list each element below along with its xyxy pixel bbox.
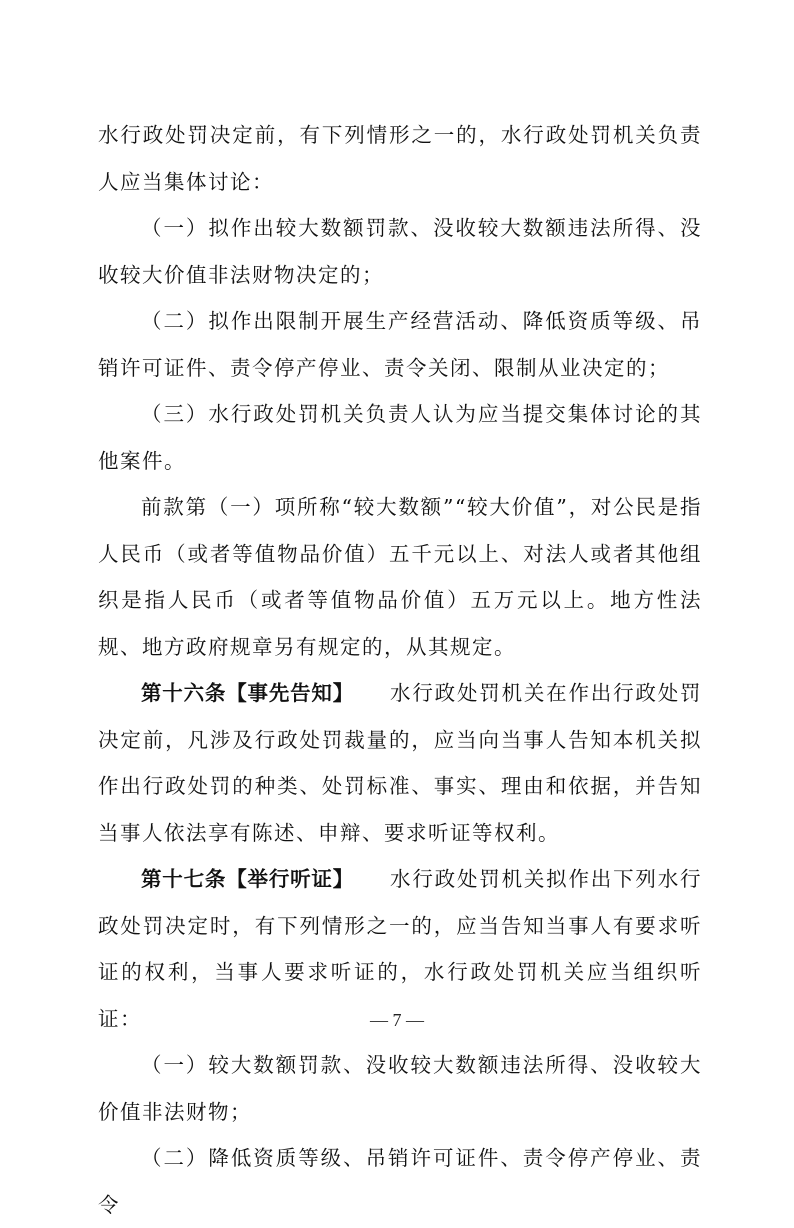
paragraph-item-2-hearing: [98, 1135, 702, 1228]
paragraph-text: （三）水行政处罚机关负责人认为应当提交集体讨论的其他案件。: [98, 402, 702, 473]
paragraph-item-1: [98, 205, 702, 298]
paragraph-intro: [98, 112, 702, 205]
page-number: — 7 —: [370, 1010, 424, 1030]
article-16-text: 水行政处罚机关在作出行政处罚决定前，凡涉及行政处罚裁量的，应当向当事人告知本机关拟作出行政处罚的种类、处罚标准、事实、理由和依据，并告知当事人依法享有陈述、申辩、要求听证等权利。: [98, 681, 703, 845]
paragraph-text: （二）拟作出限制开展生产经营活动、降低资质等级、吊销许可证件、责令停产停业、责令关闭、限制从业决定的；: [98, 309, 702, 380]
article-16-heading: 第十六条【事先告知】: [141, 681, 355, 705]
paragraph-text: （一）较大数额罚款、没收较大数额违法所得、没收较大价值非法财物；: [98, 1053, 702, 1124]
paragraph-item-3: [98, 391, 702, 484]
article-17-heading: 第十七条【举行听证】: [141, 867, 355, 891]
paragraph-item-2: [98, 298, 702, 391]
article-17-text: 水行政处罚机关拟作出下列水行政处罚决定时，有下列情形之一的，应当告知当事人有要求听证的权利，当事人要求听证的，水行政处罚机关应当组织听证：: [98, 867, 703, 1031]
paragraph-item-1-hearing: [98, 1042, 702, 1135]
paragraph-text: 水行政处罚决定前，有下列情形之一的，水行政处罚机关负责人应当集体讨论：: [98, 123, 702, 194]
article-16: [98, 670, 702, 856]
document-body: [98, 112, 702, 1228]
paragraph-text: 前款第（一）项所称“较大数额”“较大价值”，对公民是指人民币（或者等值物品价值）五千元以上、对法人或者其他组织是指人民币（或者等值物品价值）五万元以上。地方性法规、地方政府规章另有规定的，从其规定。: [98, 495, 702, 659]
paragraph-definition: [98, 484, 702, 670]
paragraph-text: （一）拟作出较大数额罚款、没收较大数额违法所得、没收较大价值非法财物决定的；: [98, 216, 702, 287]
paragraph-text: （二）降低资质等级、吊销许可证件、责令停产停业、责令: [98, 1146, 702, 1217]
